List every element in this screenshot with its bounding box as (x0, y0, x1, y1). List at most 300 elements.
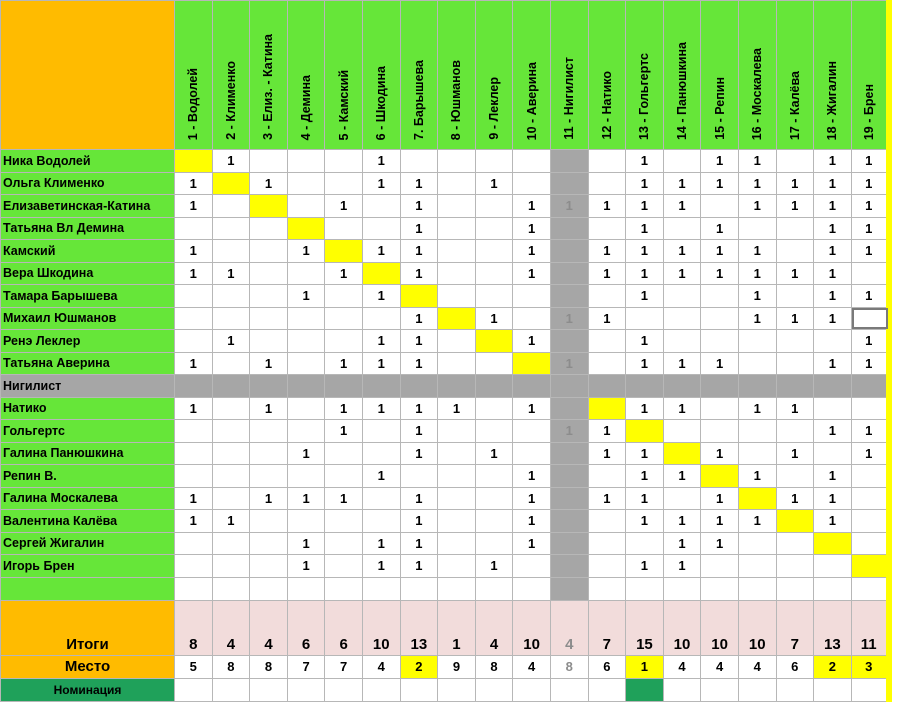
vote-cell[interactable]: 1 (738, 240, 776, 263)
empty-cell[interactable] (776, 577, 814, 600)
vote-cell[interactable]: 1 (701, 442, 739, 465)
vote-cell[interactable] (513, 172, 551, 195)
vote-cell[interactable] (175, 285, 213, 308)
vote-cell[interactable]: 1 (212, 150, 250, 173)
vote-cell[interactable] (250, 285, 288, 308)
vote-cell[interactable]: 1 (776, 172, 814, 195)
vote-cell[interactable]: 1 (626, 150, 664, 173)
vote-cell[interactable] (851, 375, 889, 398)
vote-cell[interactable] (400, 285, 438, 308)
total-value[interactable]: 4 (550, 600, 588, 655)
vote-cell[interactable] (175, 307, 213, 330)
vote-cell[interactable] (287, 330, 325, 353)
row-name[interactable]: Елизаветинская-Катина (1, 195, 175, 218)
vote-cell[interactable]: 1 (738, 150, 776, 173)
total-value[interactable]: 10 (701, 600, 739, 655)
vote-cell[interactable]: 1 (814, 217, 852, 240)
vote-cell[interactable]: 1 (851, 240, 889, 263)
vote-cell[interactable]: 1 (851, 352, 889, 375)
vote-cell[interactable]: 1 (776, 397, 814, 420)
vote-cell[interactable] (475, 217, 513, 240)
vote-cell[interactable] (626, 420, 664, 443)
vote-cell[interactable]: 1 (325, 352, 363, 375)
vote-cell[interactable]: 1 (814, 172, 852, 195)
vote-cell[interactable]: 1 (287, 555, 325, 578)
vote-cell[interactable]: 1 (851, 150, 889, 173)
vote-cell[interactable]: 1 (626, 352, 664, 375)
vote-cell[interactable]: 1 (626, 465, 664, 488)
vote-cell[interactable]: 1 (663, 240, 701, 263)
vote-cell[interactable]: 1 (663, 195, 701, 218)
vote-cell[interactable]: 1 (362, 465, 400, 488)
vote-cell[interactable] (851, 510, 889, 533)
column-header[interactable] (475, 1, 513, 150)
vote-cell[interactable]: 1 (626, 240, 664, 263)
vote-cell[interactable] (475, 375, 513, 398)
vote-cell[interactable] (851, 262, 889, 285)
vote-cell[interactable] (738, 555, 776, 578)
vote-cell[interactable]: 1 (400, 352, 438, 375)
vote-cell[interactable]: 1 (738, 285, 776, 308)
vote-cell[interactable] (325, 307, 363, 330)
vote-cell[interactable] (851, 487, 889, 510)
vote-cell[interactable] (212, 240, 250, 263)
vote-cell[interactable] (701, 285, 739, 308)
vote-cell[interactable]: 1 (287, 442, 325, 465)
vote-cell[interactable] (175, 532, 213, 555)
vote-cell[interactable] (776, 150, 814, 173)
vote-cell[interactable]: 1 (701, 240, 739, 263)
vote-cell[interactable] (776, 510, 814, 533)
vote-cell[interactable]: 1 (776, 487, 814, 510)
vote-cell[interactable]: 1 (550, 307, 588, 330)
vote-cell[interactable] (738, 330, 776, 353)
vote-cell[interactable] (438, 330, 476, 353)
vote-cell[interactable]: 1 (362, 397, 400, 420)
row-name[interactable]: Камский (1, 240, 175, 263)
vote-cell[interactable] (701, 420, 739, 443)
nomination-cell[interactable] (475, 678, 513, 701)
vote-cell[interactable]: 1 (701, 172, 739, 195)
vote-cell[interactable]: 1 (175, 487, 213, 510)
row-name[interactable]: Галина Панюшкина (1, 442, 175, 465)
empty-cell[interactable] (250, 577, 288, 600)
empty-cell[interactable] (851, 577, 889, 600)
vote-cell[interactable] (438, 172, 476, 195)
total-value[interactable]: 4 (212, 600, 250, 655)
vote-cell[interactable]: 1 (362, 352, 400, 375)
nomination-cell[interactable] (325, 678, 363, 701)
empty-cell[interactable] (814, 577, 852, 600)
vote-cell[interactable] (550, 465, 588, 488)
place-value[interactable]: 4 (362, 655, 400, 678)
vote-cell[interactable] (250, 217, 288, 240)
total-value[interactable]: 4 (250, 600, 288, 655)
vote-cell[interactable]: 1 (175, 397, 213, 420)
vote-cell[interactable] (287, 352, 325, 375)
nomination-cell[interactable] (362, 678, 400, 701)
total-value[interactable]: 8 (175, 600, 213, 655)
vote-cell[interactable]: 1 (513, 532, 551, 555)
vote-cell[interactable] (738, 487, 776, 510)
column-header[interactable] (851, 1, 889, 150)
place-value[interactable]: 4 (663, 655, 701, 678)
vote-cell[interactable] (475, 420, 513, 443)
vote-cell[interactable] (513, 442, 551, 465)
vote-cell[interactable]: 1 (400, 510, 438, 533)
vote-cell[interactable]: 1 (626, 487, 664, 510)
place-value[interactable]: 2 (814, 655, 852, 678)
place-value[interactable]: 4 (738, 655, 776, 678)
vote-cell[interactable]: 1 (475, 442, 513, 465)
vote-cell[interactable] (663, 217, 701, 240)
vote-cell[interactable]: 1 (362, 532, 400, 555)
vote-cell[interactable] (701, 330, 739, 353)
place-value[interactable]: 5 (175, 655, 213, 678)
vote-cell[interactable] (475, 397, 513, 420)
vote-cell[interactable] (475, 487, 513, 510)
vote-cell[interactable] (175, 375, 213, 398)
vote-cell[interactable]: 1 (738, 397, 776, 420)
column-header[interactable] (663, 1, 701, 150)
vote-cell[interactable]: 1 (325, 420, 363, 443)
vote-cell[interactable]: 1 (287, 487, 325, 510)
vote-cell[interactable] (663, 487, 701, 510)
vote-cell[interactable]: 1 (663, 510, 701, 533)
vote-cell[interactable]: 1 (325, 195, 363, 218)
vote-cell[interactable] (588, 330, 626, 353)
vote-cell[interactable] (250, 330, 288, 353)
vote-cell[interactable]: 1 (175, 240, 213, 263)
vote-cell[interactable] (701, 195, 739, 218)
vote-cell[interactable]: 1 (814, 420, 852, 443)
empty-cell[interactable] (325, 577, 363, 600)
vote-cell[interactable]: 1 (362, 150, 400, 173)
vote-cell[interactable] (212, 217, 250, 240)
vote-cell[interactable]: 1 (175, 262, 213, 285)
place-value[interactable]: 9 (438, 655, 476, 678)
vote-cell[interactable] (776, 352, 814, 375)
row-name[interactable]: Тамара Барышева (1, 285, 175, 308)
vote-cell[interactable] (776, 532, 814, 555)
vote-cell[interactable] (475, 285, 513, 308)
vote-cell[interactable]: 1 (776, 195, 814, 218)
vote-cell[interactable]: 1 (701, 217, 739, 240)
nomination-cell[interactable] (287, 678, 325, 701)
vote-cell[interactable] (250, 375, 288, 398)
vote-cell[interactable] (175, 555, 213, 578)
vote-cell[interactable] (513, 307, 551, 330)
empty-cell[interactable] (513, 577, 551, 600)
vote-cell[interactable] (250, 262, 288, 285)
vote-cell[interactable]: 1 (212, 262, 250, 285)
nomination-cell[interactable] (814, 678, 852, 701)
place-value[interactable]: 6 (776, 655, 814, 678)
total-value[interactable]: 7 (588, 600, 626, 655)
vote-cell[interactable] (663, 330, 701, 353)
vote-cell[interactable] (550, 217, 588, 240)
nomination-cell[interactable] (550, 678, 588, 701)
vote-cell[interactable] (550, 397, 588, 420)
total-value[interactable]: 13 (400, 600, 438, 655)
vote-cell[interactable]: 1 (400, 420, 438, 443)
vote-cell[interactable] (776, 465, 814, 488)
corner-cell[interactable] (1, 1, 175, 150)
vote-cell[interactable] (287, 397, 325, 420)
total-value[interactable]: 10 (663, 600, 701, 655)
vote-cell[interactable] (475, 240, 513, 263)
vote-cell[interactable] (814, 375, 852, 398)
vote-cell[interactable]: 1 (287, 532, 325, 555)
vote-cell[interactable] (588, 352, 626, 375)
vote-cell[interactable]: 1 (776, 307, 814, 330)
vote-cell[interactable] (475, 352, 513, 375)
vote-cell[interactable] (701, 397, 739, 420)
vote-cell[interactable]: 1 (738, 510, 776, 533)
empty-cell[interactable] (738, 577, 776, 600)
total-value[interactable]: 10 (738, 600, 776, 655)
vote-cell[interactable]: 1 (814, 262, 852, 285)
vote-cell[interactable] (588, 217, 626, 240)
vote-cell[interactable]: 1 (663, 465, 701, 488)
vote-cell[interactable] (814, 555, 852, 578)
vote-cell[interactable] (212, 420, 250, 443)
vote-cell[interactable]: 1 (663, 397, 701, 420)
total-value[interactable]: 10 (362, 600, 400, 655)
row-name[interactable]: Натико (1, 397, 175, 420)
vote-cell[interactable] (438, 420, 476, 443)
vote-cell[interactable] (475, 262, 513, 285)
vote-cell[interactable] (475, 195, 513, 218)
vote-cell[interactable] (362, 375, 400, 398)
vote-cell[interactable] (438, 240, 476, 263)
vote-cell[interactable]: 1 (212, 330, 250, 353)
vote-cell[interactable] (287, 262, 325, 285)
vote-cell[interactable]: 1 (513, 510, 551, 533)
vote-cell[interactable] (550, 262, 588, 285)
vote-cell[interactable] (776, 420, 814, 443)
nomination-cell[interactable] (400, 678, 438, 701)
row-name[interactable]: Сергей Жигалин (1, 532, 175, 555)
vote-cell[interactable] (212, 397, 250, 420)
vote-cell[interactable] (550, 555, 588, 578)
vote-cell[interactable] (738, 375, 776, 398)
vote-cell[interactable] (325, 172, 363, 195)
empty-cell[interactable] (362, 577, 400, 600)
vote-cell[interactable] (663, 442, 701, 465)
vote-cell[interactable]: 1 (738, 307, 776, 330)
total-value[interactable]: 10 (513, 600, 551, 655)
place-value[interactable]: 6 (588, 655, 626, 678)
column-header[interactable] (513, 1, 551, 150)
vote-cell[interactable]: 1 (400, 195, 438, 218)
vote-cell[interactable] (550, 510, 588, 533)
empty-cell[interactable] (287, 577, 325, 600)
vote-cell[interactable]: 1 (588, 262, 626, 285)
place-value[interactable]: 4 (701, 655, 739, 678)
vote-cell[interactable]: 1 (626, 442, 664, 465)
vote-cell[interactable]: 1 (738, 262, 776, 285)
vote-cell[interactable] (400, 375, 438, 398)
vote-cell[interactable] (250, 555, 288, 578)
vote-cell[interactable] (175, 217, 213, 240)
row-name[interactable]: Игорь Брен (1, 555, 175, 578)
vote-cell[interactable] (400, 150, 438, 173)
vote-cell[interactable]: 1 (513, 240, 551, 263)
vote-cell[interactable]: 1 (400, 240, 438, 263)
place-value[interactable]: 8 (475, 655, 513, 678)
vote-cell[interactable]: 1 (814, 240, 852, 263)
vote-cell[interactable]: 1 (851, 285, 889, 308)
vote-cell[interactable] (438, 150, 476, 173)
vote-cell[interactable]: 1 (362, 285, 400, 308)
vote-cell[interactable]: 1 (475, 307, 513, 330)
vote-cell[interactable] (550, 172, 588, 195)
total-value[interactable]: 6 (287, 600, 325, 655)
total-value[interactable]: 1 (438, 600, 476, 655)
vote-cell[interactable] (475, 150, 513, 173)
nomination-cell[interactable] (513, 678, 551, 701)
vote-cell[interactable] (287, 465, 325, 488)
vote-cell[interactable]: 1 (738, 195, 776, 218)
empty-cell[interactable] (588, 577, 626, 600)
vote-cell[interactable] (250, 240, 288, 263)
vote-cell[interactable]: 1 (400, 555, 438, 578)
vote-cell[interactable]: 1 (776, 442, 814, 465)
nomination-cell[interactable] (701, 678, 739, 701)
total-value[interactable]: 15 (626, 600, 664, 655)
vote-cell[interactable] (438, 465, 476, 488)
vote-cell[interactable] (438, 375, 476, 398)
vote-cell[interactable] (175, 330, 213, 353)
vote-cell[interactable] (550, 330, 588, 353)
vote-cell[interactable]: 1 (738, 465, 776, 488)
vote-cell[interactable] (400, 465, 438, 488)
vote-cell[interactable]: 1 (513, 487, 551, 510)
vote-cell[interactable] (701, 375, 739, 398)
nomination-cell[interactable] (250, 678, 288, 701)
column-header[interactable] (362, 1, 400, 150)
vote-cell[interactable] (776, 375, 814, 398)
column-header[interactable] (438, 1, 476, 150)
vote-cell[interactable]: 1 (250, 487, 288, 510)
vote-cell[interactable]: 1 (513, 397, 551, 420)
vote-cell[interactable] (663, 307, 701, 330)
total-value[interactable]: 7 (776, 600, 814, 655)
vote-cell[interactable] (588, 510, 626, 533)
nomination-cell[interactable] (588, 678, 626, 701)
row-name[interactable]: Татьяна Вл Демина (1, 217, 175, 240)
vote-cell[interactable] (701, 555, 739, 578)
vote-cell[interactable]: 1 (851, 330, 889, 353)
vote-cell[interactable] (776, 555, 814, 578)
vote-cell[interactable]: 1 (250, 397, 288, 420)
vote-cell[interactable]: 1 (851, 217, 889, 240)
column-header[interactable] (776, 1, 814, 150)
vote-cell[interactable]: 1 (626, 555, 664, 578)
column-header[interactable] (175, 1, 213, 150)
vote-cell[interactable]: 1 (814, 487, 852, 510)
empty-cell[interactable] (400, 577, 438, 600)
vote-cell[interactable] (250, 465, 288, 488)
vote-cell[interactable] (851, 532, 889, 555)
column-header[interactable] (588, 1, 626, 150)
vote-cell[interactable]: 1 (550, 195, 588, 218)
column-header[interactable] (626, 1, 664, 150)
vote-cell[interactable] (212, 195, 250, 218)
vote-cell[interactable] (550, 240, 588, 263)
empty-cell[interactable] (701, 577, 739, 600)
vote-cell[interactable] (513, 352, 551, 375)
vote-cell[interactable]: 1 (851, 195, 889, 218)
vote-cell[interactable] (212, 555, 250, 578)
vote-cell[interactable] (701, 465, 739, 488)
vote-cell[interactable] (287, 510, 325, 533)
place-value[interactable]: 4 (513, 655, 551, 678)
vote-cell[interactable] (851, 307, 889, 330)
vote-cell[interactable]: 1 (663, 532, 701, 555)
vote-cell[interactable]: 1 (626, 510, 664, 533)
vote-cell[interactable] (325, 150, 363, 173)
vote-cell[interactable]: 1 (588, 195, 626, 218)
vote-cell[interactable] (626, 375, 664, 398)
vote-cell[interactable]: 1 (663, 555, 701, 578)
empty-cell[interactable] (663, 577, 701, 600)
vote-cell[interactable]: 1 (626, 195, 664, 218)
vote-cell[interactable] (362, 217, 400, 240)
vote-cell[interactable]: 1 (362, 172, 400, 195)
vote-cell[interactable] (362, 487, 400, 510)
vote-cell[interactable]: 1 (776, 262, 814, 285)
vote-cell[interactable] (550, 150, 588, 173)
vote-cell[interactable] (362, 510, 400, 533)
row-name[interactable]: Гольгертс (1, 420, 175, 443)
vote-cell[interactable] (701, 307, 739, 330)
vote-cell[interactable] (738, 420, 776, 443)
vote-cell[interactable]: 1 (400, 330, 438, 353)
vote-cell[interactable] (475, 510, 513, 533)
column-header[interactable] (738, 1, 776, 150)
vote-cell[interactable]: 1 (814, 195, 852, 218)
place-value[interactable]: 1 (626, 655, 664, 678)
vote-cell[interactable]: 1 (814, 510, 852, 533)
vote-cell[interactable]: 1 (400, 262, 438, 285)
nomination-cell[interactable] (776, 678, 814, 701)
vote-cell[interactable]: 1 (588, 240, 626, 263)
vote-cell[interactable] (250, 195, 288, 218)
vote-cell[interactable] (663, 150, 701, 173)
vote-cell[interactable] (588, 285, 626, 308)
vote-cell[interactable]: 1 (513, 195, 551, 218)
vote-cell[interactable] (287, 420, 325, 443)
row-name[interactable]: Ренэ Леклер (1, 330, 175, 353)
vote-cell[interactable]: 1 (438, 397, 476, 420)
vote-cell[interactable] (663, 285, 701, 308)
vote-cell[interactable] (738, 217, 776, 240)
vote-cell[interactable]: 1 (287, 240, 325, 263)
vote-cell[interactable] (212, 465, 250, 488)
vote-cell[interactable] (362, 442, 400, 465)
vote-cell[interactable] (438, 217, 476, 240)
vote-cell[interactable] (588, 150, 626, 173)
vote-cell[interactable] (250, 307, 288, 330)
vote-cell[interactable] (588, 465, 626, 488)
nomination-cell[interactable] (212, 678, 250, 701)
vote-cell[interactable] (175, 465, 213, 488)
vote-cell[interactable] (212, 172, 250, 195)
place-value[interactable]: 7 (325, 655, 363, 678)
vote-cell[interactable] (362, 195, 400, 218)
